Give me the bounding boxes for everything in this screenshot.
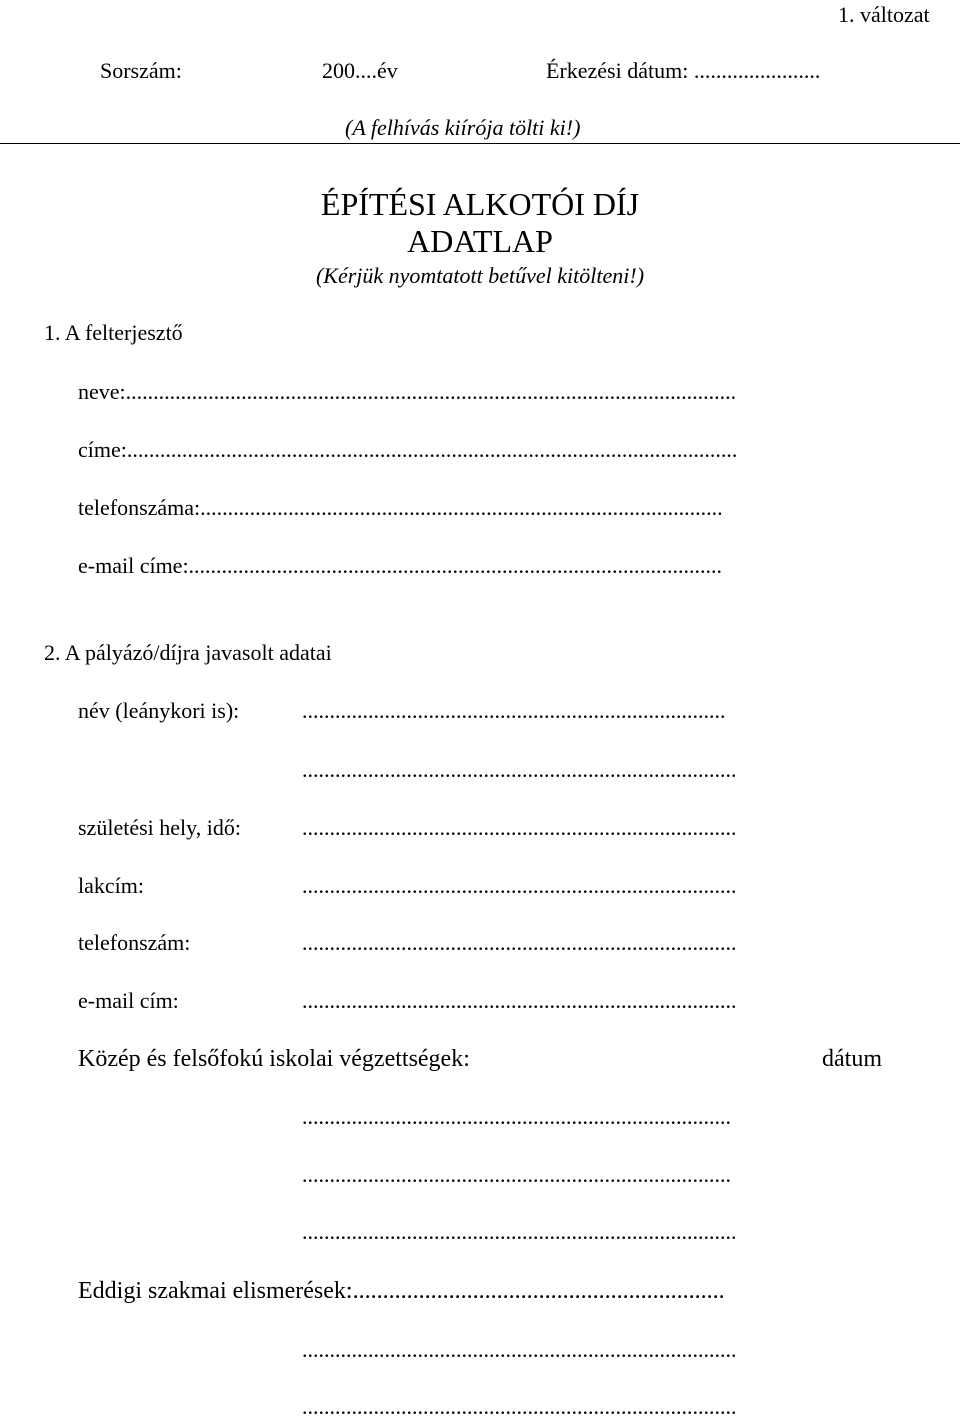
arrival-date-field[interactable]: Érkezési dátum: .......................: [546, 58, 821, 83]
residence-label: lakcím:: [78, 873, 144, 898]
birth-place-date-field[interactable]: ...............................................................................: [302, 815, 737, 840]
page-title: ÉPÍTÉSI ALKOTÓI DÍJ: [320, 186, 640, 222]
awards-line-2[interactable]: ...............................................................................: [302, 1394, 737, 1419]
awards-line-1[interactable]: ...............................................................................: [302, 1337, 737, 1362]
filled-by-note: (A felhívás kiírója tölti ki!): [345, 115, 581, 140]
candidate-name-field[interactable]: .............................................................................: [302, 698, 726, 723]
submitter-address-field[interactable]: címe:...............................................................................................................: [78, 437, 738, 462]
header-divider: [0, 143, 960, 144]
year-field[interactable]: 200....év: [322, 58, 398, 83]
submitter-email-field[interactable]: e-mail címe:.................................................................................................: [78, 553, 723, 578]
candidate-name-field-line2[interactable]: ...............................................................................: [302, 757, 737, 782]
education-date-label: dátum: [822, 1046, 882, 1072]
section1-heading: 1. A felterjesztő: [44, 320, 183, 345]
candidate-phone-label: telefonszám:: [78, 930, 191, 955]
education-line-2[interactable]: ..............................................................................: [302, 1162, 731, 1187]
section2-heading: 2. A pályázó/díjra javasolt adatai: [44, 640, 332, 665]
candidate-email-label: e-mail cím:: [78, 988, 179, 1013]
candidate-email-field[interactable]: ...............................................................................: [302, 988, 737, 1013]
serial-label: Sorszám:: [100, 58, 182, 83]
awards-field[interactable]: Eddigi szakmai elismerések:..............................................................: [78, 1278, 725, 1304]
submitter-phone-field[interactable]: telefonszáma:...............................................................................................: [78, 495, 723, 520]
birth-place-date-label: születési hely, idő:: [78, 815, 241, 840]
candidate-phone-field[interactable]: ...............................................................................: [302, 930, 737, 955]
candidate-name-label: név (leánykori is):: [78, 698, 240, 723]
education-label: Közép és felsőfokú iskolai végzettségek:: [78, 1046, 470, 1072]
page-subtitle: ADATLAP: [407, 223, 553, 259]
education-line-3[interactable]: ...............................................................................: [302, 1219, 737, 1244]
residence-field[interactable]: ...............................................................................: [302, 873, 737, 898]
submitter-name-field[interactable]: neve:...............................................................................................................: [78, 379, 737, 404]
version-label: 1. változat: [838, 2, 930, 27]
education-line-1[interactable]: ..............................................................................: [302, 1104, 731, 1129]
fill-instruction: (Kérjük nyomtatott betűvel kitölteni!): [315, 263, 645, 288]
